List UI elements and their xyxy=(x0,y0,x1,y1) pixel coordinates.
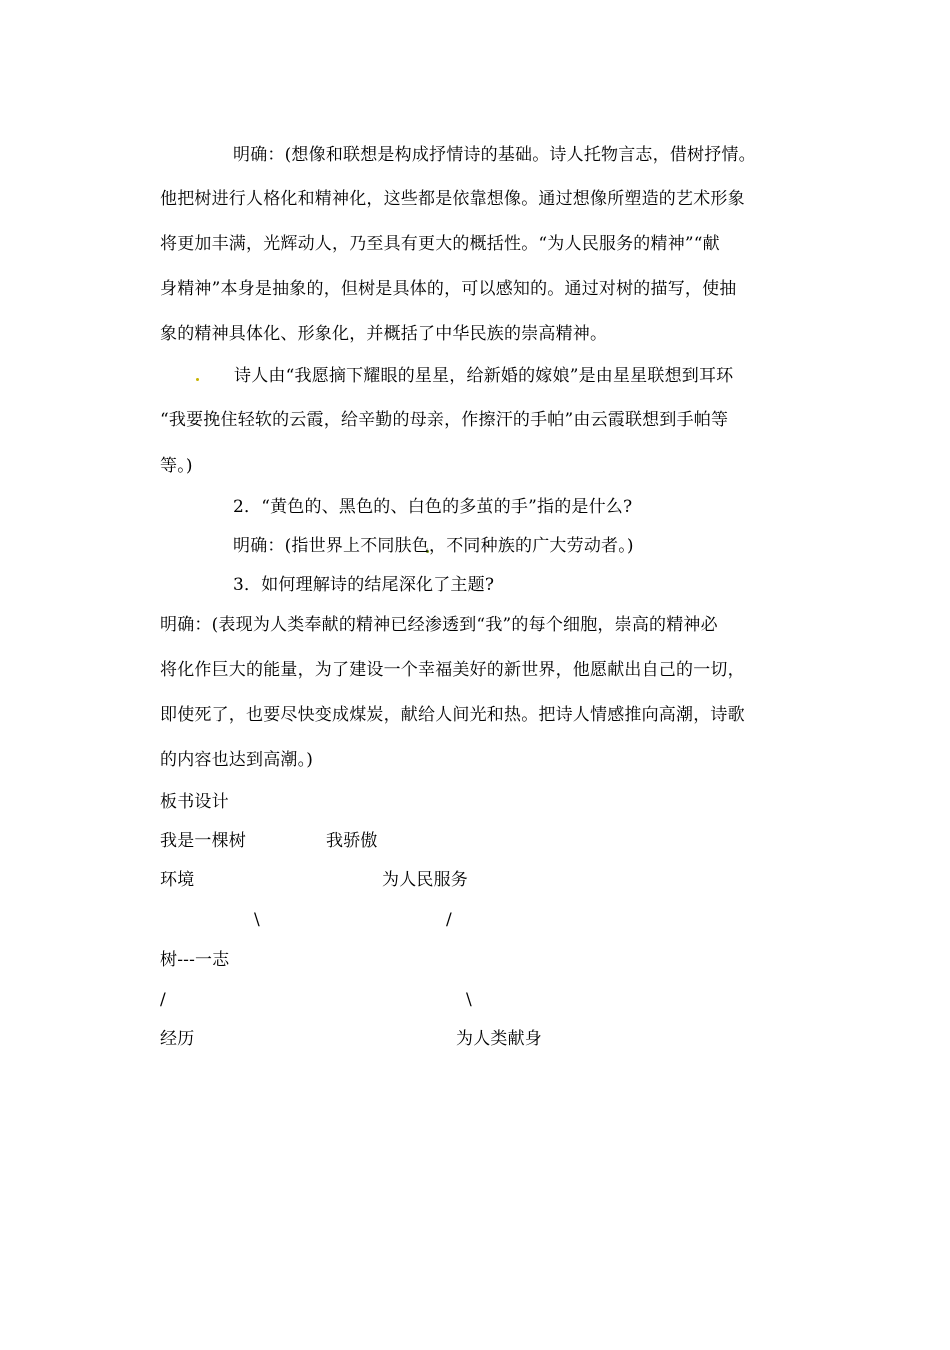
board-proud: 我骄傲 xyxy=(326,831,378,851)
paragraph-line: 即使死了，也要尽快变成煤炭，献给人间光和热。把诗人情感推向高潮，诗歌 xyxy=(160,705,745,725)
board-environment: 环境 xyxy=(160,870,195,890)
highlight-dot xyxy=(196,378,199,381)
board-slash: / xyxy=(160,990,166,1010)
paragraph-line: 将化作巨大的能量，为了建设一个幸福美好的新世界，他愿献出自己的一切， xyxy=(160,660,745,680)
question-2: 2．“黄色的、黑色的、白色的多茧的手”指的是什么? xyxy=(233,497,633,517)
paragraph-line: 他把树进行人格化和精神化，这些都是依靠想像。通过想像所塑造的艺术形象 xyxy=(160,189,745,209)
paragraph-line: 将更加丰满，光辉动人，乃至具有更大的概括性。“为人民服务的精神”“献 xyxy=(160,234,720,254)
board-tree: 树---一志 xyxy=(160,950,230,970)
paragraph-line: 象的精神具体化、形象化，并概括了中华民族的崇高精神。 xyxy=(160,324,608,344)
question-3: 3．如何理解诗的结尾深化了主题? xyxy=(233,575,495,595)
paragraph-line: 的内容也达到高潮。) xyxy=(160,750,314,770)
paragraph-line: “我要挽住轻软的云霞，给辛勤的母亲，作擦汗的手帕”由云霞联想到手帕等 xyxy=(160,410,729,430)
board-slash: \ xyxy=(466,990,472,1010)
board-heading: 板书设计 xyxy=(160,792,229,812)
board-devote: 为人类献身 xyxy=(456,1029,542,1049)
paragraph-line: 明确：(想像和联想是构成抒情诗的基础。诗人托物言志，借树抒情。 xyxy=(233,145,756,165)
paragraph-line: 明确：(表现为人类奉献的精神已经渗透到“我”的每个细胞，崇高的精神必 xyxy=(160,615,718,635)
board-serve: 为人民服务 xyxy=(382,870,468,890)
board-title: 我是一棵树 xyxy=(160,831,246,851)
board-slash: / xyxy=(446,910,452,930)
paragraph-line: 等。) xyxy=(160,456,193,476)
paragraph-line: 身精神”本身是抽象的，但树是具体的，可以感知的。通过对树的描写，使抽 xyxy=(160,279,737,299)
paragraph-line: 诗人由“我愿摘下耀眼的星星，给新婚的嫁娘”是由星星联想到耳环 xyxy=(234,366,734,386)
board-experience: 经历 xyxy=(160,1029,195,1049)
answer-2: 明确：(指世界上不同肤色，不同种族的广大劳动者。) xyxy=(233,536,634,556)
board-slash: \ xyxy=(254,910,260,930)
